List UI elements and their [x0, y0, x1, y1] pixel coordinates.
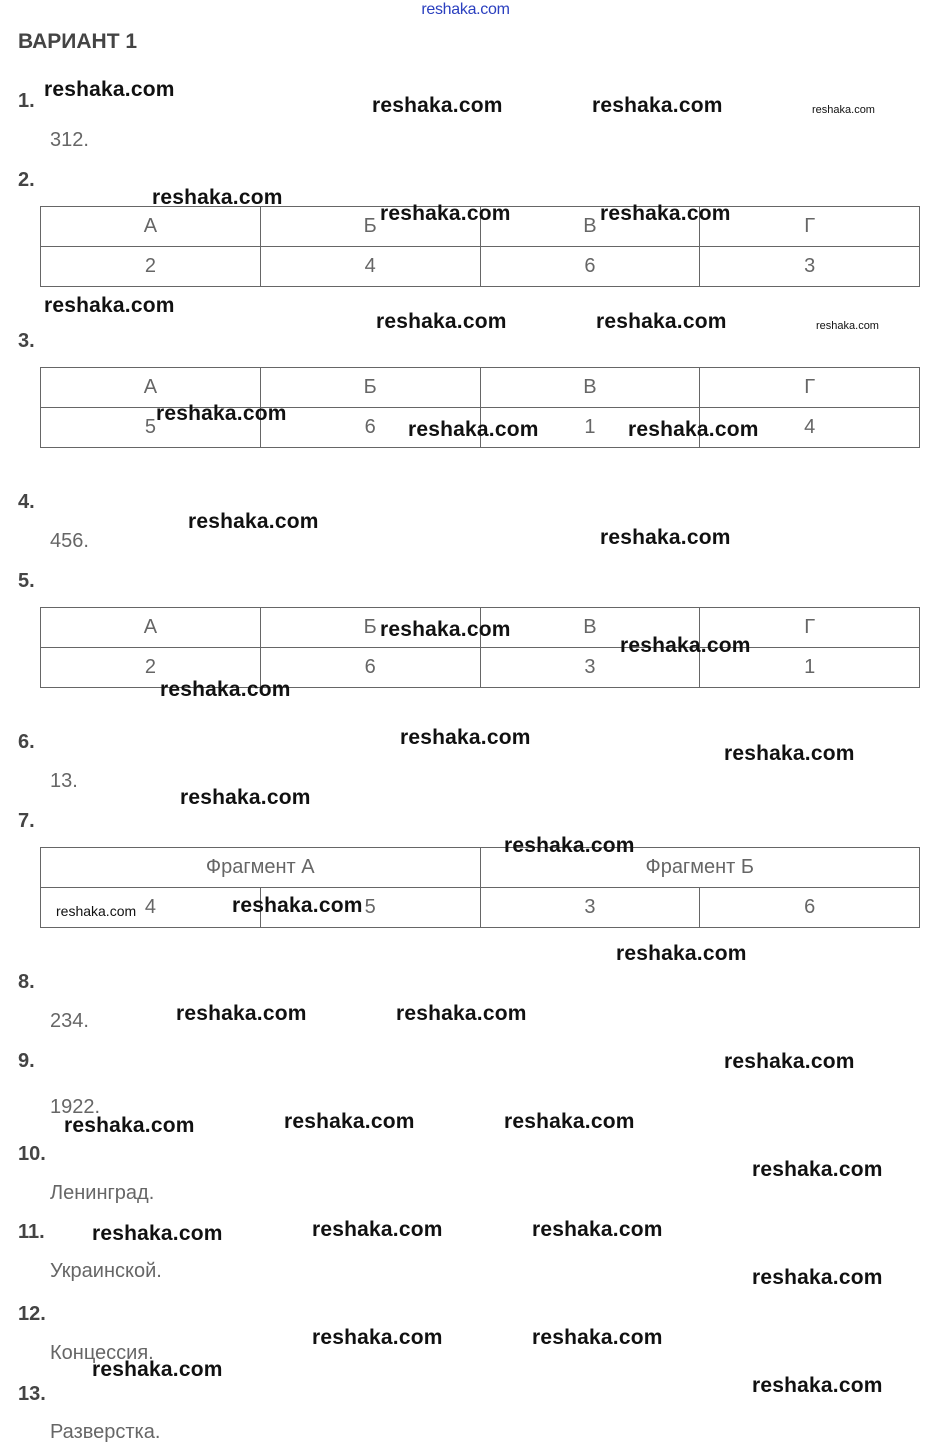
table-cell: 2: [41, 247, 261, 287]
question-number: 4.: [18, 491, 35, 513]
watermark: reshaka.com: [504, 834, 635, 857]
watermark: reshaka.com: [600, 202, 731, 225]
question-number: 9.: [18, 1050, 35, 1072]
table-cell: А: [41, 207, 261, 247]
watermark: reshaka.com: [752, 1266, 883, 1289]
table-cell: 3: [480, 888, 700, 928]
watermark: reshaka.com: [592, 94, 723, 117]
watermark: reshaka.com: [92, 1222, 223, 1245]
watermark: reshaka.com: [380, 618, 511, 641]
watermark: reshaka.com: [188, 510, 319, 533]
watermark: reshaka.com: [312, 1218, 443, 1241]
watermark: reshaka.com: [44, 294, 175, 317]
table-cell: Б: [260, 207, 480, 247]
table-cell: 4: [41, 888, 261, 928]
watermark: reshaka.com: [284, 1110, 415, 1133]
table-cell: 5: [260, 888, 480, 928]
question-number: 3.: [18, 330, 35, 352]
watermark: reshaka.com: [92, 1358, 223, 1381]
watermark: reshaka.com: [532, 1218, 663, 1241]
table-cell: Г: [700, 608, 920, 648]
watermark: reshaka.com: [64, 1114, 195, 1137]
question-number: 5.: [18, 570, 35, 592]
table-cell: 6: [260, 648, 480, 688]
answer-text: 456.: [50, 530, 89, 552]
answer-text: Концессия.: [50, 1342, 154, 1364]
answer-text: 1922.: [50, 1096, 101, 1118]
watermark: reshaka.com: [616, 942, 747, 965]
table-cell: 1: [700, 648, 920, 688]
table-cell: 2: [41, 648, 261, 688]
answer-text: 234.: [50, 1010, 89, 1032]
watermark: reshaka.com: [812, 104, 875, 116]
watermark: reshaka.com: [376, 310, 507, 333]
watermark: reshaka.com: [752, 1158, 883, 1181]
table-cell: Фрагмент Б: [480, 848, 920, 888]
table-cell: 6: [480, 247, 700, 287]
table-cell: 6: [700, 888, 920, 928]
top-watermark: reshaka.com: [421, 1, 510, 18]
watermark: reshaka.com: [724, 1050, 855, 1073]
watermark: reshaka.com: [504, 1110, 635, 1133]
table-cell: Фрагмент А: [41, 848, 481, 888]
answer-text: Разверстка.: [50, 1421, 161, 1443]
watermark: reshaka.com: [372, 94, 503, 117]
watermark: reshaka.com: [724, 742, 855, 765]
question-number: 2.: [18, 169, 35, 191]
watermark: reshaka.com: [44, 78, 175, 101]
watermark: reshaka.com: [752, 1374, 883, 1397]
watermark: reshaka.com: [380, 202, 511, 225]
question-number: 10.: [18, 1143, 46, 1165]
watermark: reshaka.com: [152, 186, 283, 209]
watermark: reshaka.com: [532, 1326, 663, 1349]
watermark: reshaka.com: [600, 526, 731, 549]
watermark: reshaka.com: [620, 634, 751, 657]
table-cell: 3: [700, 247, 920, 287]
question-number: 8.: [18, 971, 35, 993]
table-cell: В: [480, 608, 700, 648]
table-cell: 1: [480, 408, 700, 448]
table-cell: В: [480, 207, 700, 247]
table-cell: Б: [260, 368, 480, 408]
table-row: [41, 247, 920, 287]
answer-text: Ленинград.: [50, 1182, 155, 1204]
table-cell: 4: [260, 247, 480, 287]
watermark: reshaka.com: [156, 402, 287, 425]
table-cell: Г: [700, 207, 920, 247]
table-cell: А: [41, 368, 261, 408]
table-cell: 3: [480, 648, 700, 688]
answer-text: 13.: [50, 770, 78, 792]
table-cell: А: [41, 608, 261, 648]
answer-text: Украинской.: [50, 1260, 162, 1282]
watermark: reshaka.com: [232, 894, 363, 917]
table-cell: Б: [260, 608, 480, 648]
table-cell: 5: [41, 408, 261, 448]
question-number: 13.: [18, 1383, 46, 1405]
question-number: 12.: [18, 1303, 46, 1325]
question-number: 1.: [18, 90, 35, 112]
watermark: reshaka.com: [400, 726, 531, 749]
watermark: reshaka.com: [596, 310, 727, 333]
watermark: reshaka.com: [628, 418, 759, 441]
question-number: 6.: [18, 731, 35, 753]
watermark: reshaka.com: [56, 903, 137, 919]
watermark: reshaka.com: [160, 678, 291, 701]
watermark: reshaka.com: [312, 1326, 443, 1349]
table-cell: Г: [700, 368, 920, 408]
watermark: reshaka.com: [176, 1002, 307, 1025]
question-number: 11.: [18, 1221, 45, 1243]
table-cell: 4: [700, 408, 920, 448]
answer-table: [40, 847, 920, 928]
table-header-row: [41, 848, 920, 888]
table-row: [41, 888, 920, 928]
watermark: reshaka.com: [180, 786, 311, 809]
question-number: 7.: [18, 810, 35, 832]
watermark: reshaka.com: [816, 320, 879, 332]
table-cell: В: [480, 368, 700, 408]
page-title: ВАРИАНТ 1: [18, 30, 138, 53]
watermark: reshaka.com: [408, 418, 539, 441]
table-cell: 6: [260, 408, 480, 448]
watermark: reshaka.com: [396, 1002, 527, 1025]
answer-text: 312.: [50, 129, 89, 151]
